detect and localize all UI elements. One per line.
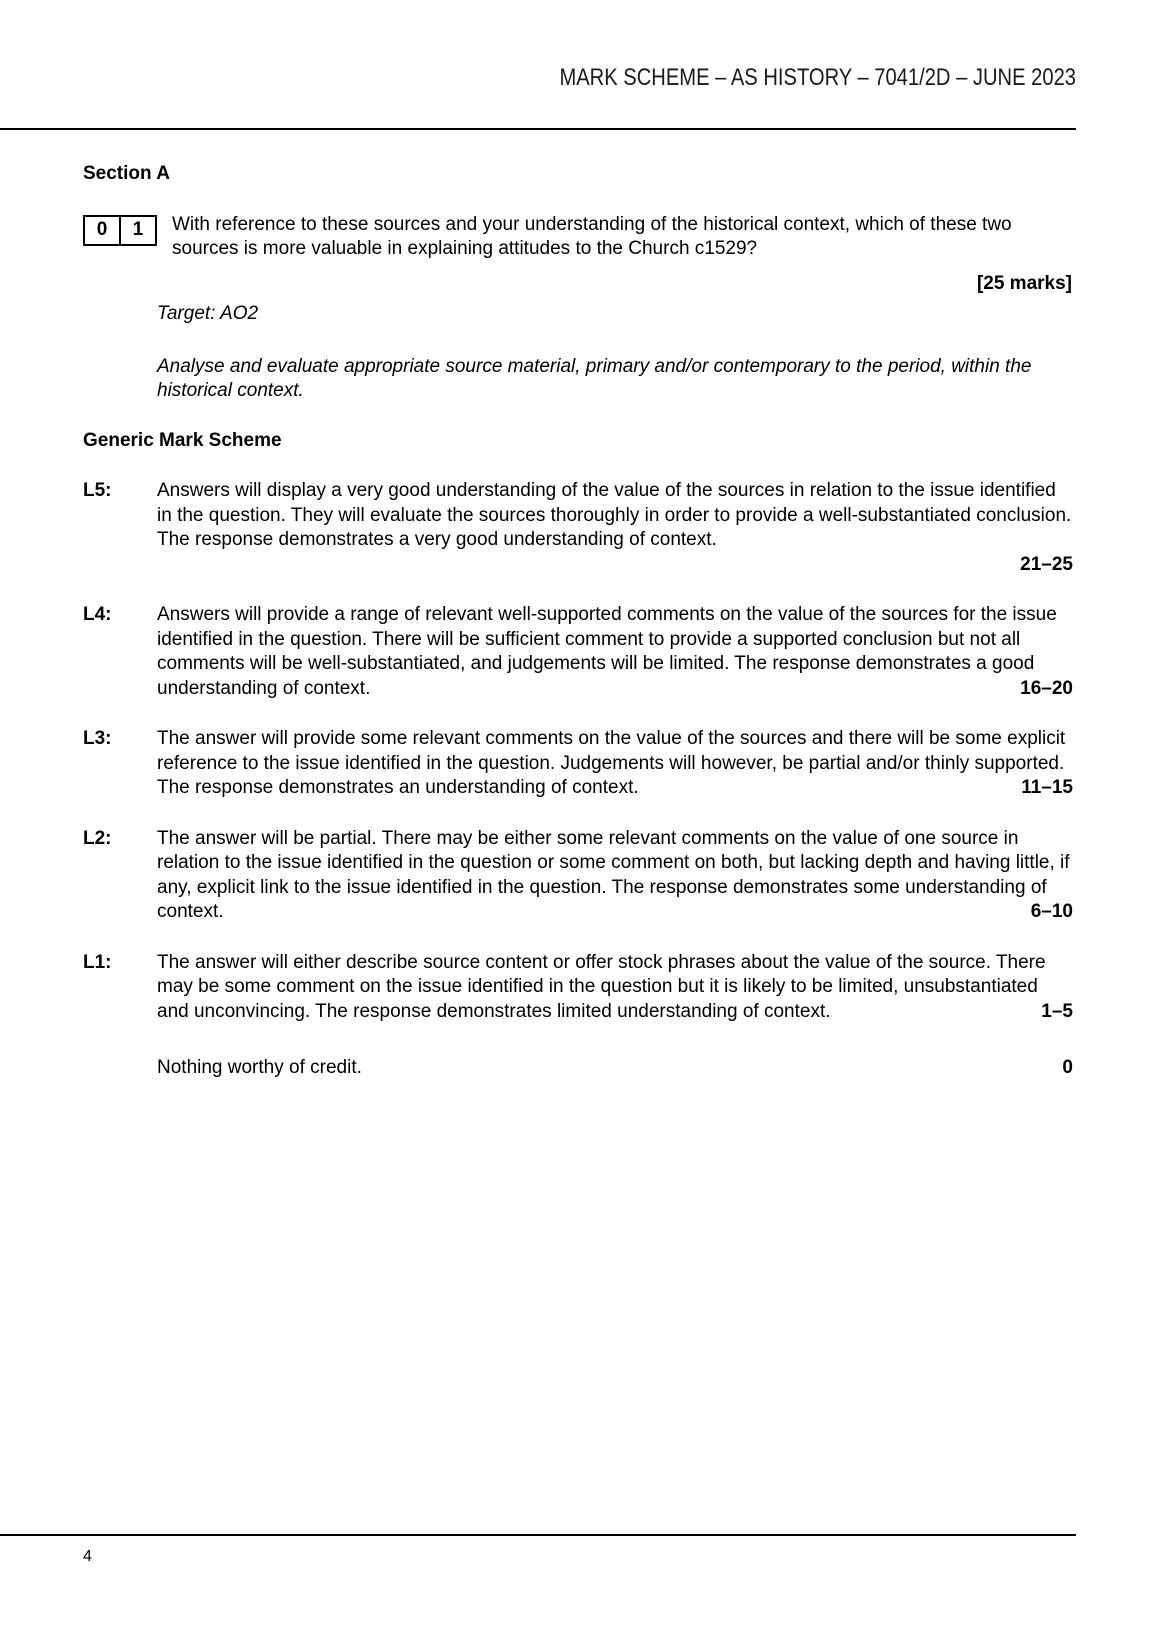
question-number-digit-2: 1 (132, 218, 144, 240)
level-mark-range: 16–20 (1020, 677, 1073, 699)
level-mark-range: 21–25 (1020, 553, 1073, 575)
question-marks-label: [25 marks] (976, 272, 1072, 294)
level-label: L1: (83, 951, 112, 973)
mark-level-l5 (83, 479, 1072, 577)
mark-level-l4 (83, 603, 1072, 701)
level-mark-range: 6–10 (1030, 901, 1073, 922)
page-content (83, 162, 1072, 1081)
level-description: The answer will be partial. There may be either some relevant comments on the value of one source in relation to the issue identified in the question or some comment on both, but lacking depth and having little, if any, explicit link to the issue identified in the question. The response demonstrates some understanding of context. (157, 827, 1070, 922)
target-description: Analyse and evaluate appropriate source material, primary and/or contemporary to the period, within the historical context. (157, 355, 1032, 401)
level-label: L5: (83, 480, 112, 501)
question-row (83, 213, 1072, 262)
generic-mark-scheme-heading: Generic Mark Scheme (83, 429, 282, 451)
zero-credit-row (157, 1056, 1072, 1081)
mark-level-l1 (83, 951, 1072, 1025)
zero-credit-mark: 0 (1062, 1057, 1073, 1078)
section-heading: Section A (83, 163, 170, 184)
level-label: L2: (83, 827, 112, 849)
level-mark-range: 1–5 (1041, 1000, 1073, 1022)
page-header-title: MARK SCHEME – AS HISTORY – 7041/2D – JUNE 2023 (559, 64, 1076, 91)
question-number-box (83, 215, 157, 246)
level-description: The answer will provide some relevant comments on the value of the sources and there will be some explicit reference to the issue identified in the question. Judgements will however, be partial and/or thinly supported. The response demonstrates an understanding of context. (157, 728, 1066, 798)
level-body (157, 603, 1072, 701)
footer-rule (0, 1534, 1076, 1536)
mark-level-l2 (83, 827, 1072, 925)
level-description: Answers will provide a range of relevant well-supported comments on the value of the sources for the issue identified in the question. There will be sufficient comment to provide a supported conclusion but not all comments will be well-substantiated, and judgements will be limited. The response demonstrates a good understanding of context. (157, 604, 1057, 699)
level-description: The answer will either describe source content or offer stock phrases about the value of the source. There may be some comment on the issue identified in the question but it is likely to be limited, unsubstantiated and unconvincing. The response demonstrates limited understanding of context. (157, 951, 1046, 1022)
header-rule (0, 128, 1076, 130)
level-label: L4: (83, 604, 112, 625)
level-description: Answers will display a very good understanding of the value of the sources in relation to the issue identified in the question. They will evaluate the sources thoroughly in order to provide a well-substantiated conclusion. The response demonstrates a very good understanding of context. (157, 480, 1072, 550)
page-number: 4 (83, 1548, 92, 1565)
level-body (157, 827, 1072, 925)
level-body (157, 727, 1072, 801)
level-body (157, 479, 1072, 577)
level-mark-range: 11–15 (1021, 777, 1073, 798)
level-body (157, 951, 1072, 1025)
mark-level-l3 (83, 727, 1072, 801)
question-text: With reference to these sources and your understanding of the historical context, which of these two sources is more valuable in explaining attitudes to the Church c1529? (172, 213, 1012, 259)
level-label: L3: (83, 728, 112, 749)
target-label: Target: AO2 (157, 303, 259, 324)
zero-credit-text: Nothing worthy of credit. (157, 1057, 362, 1078)
question-number-digit-1: 0 (85, 217, 121, 244)
